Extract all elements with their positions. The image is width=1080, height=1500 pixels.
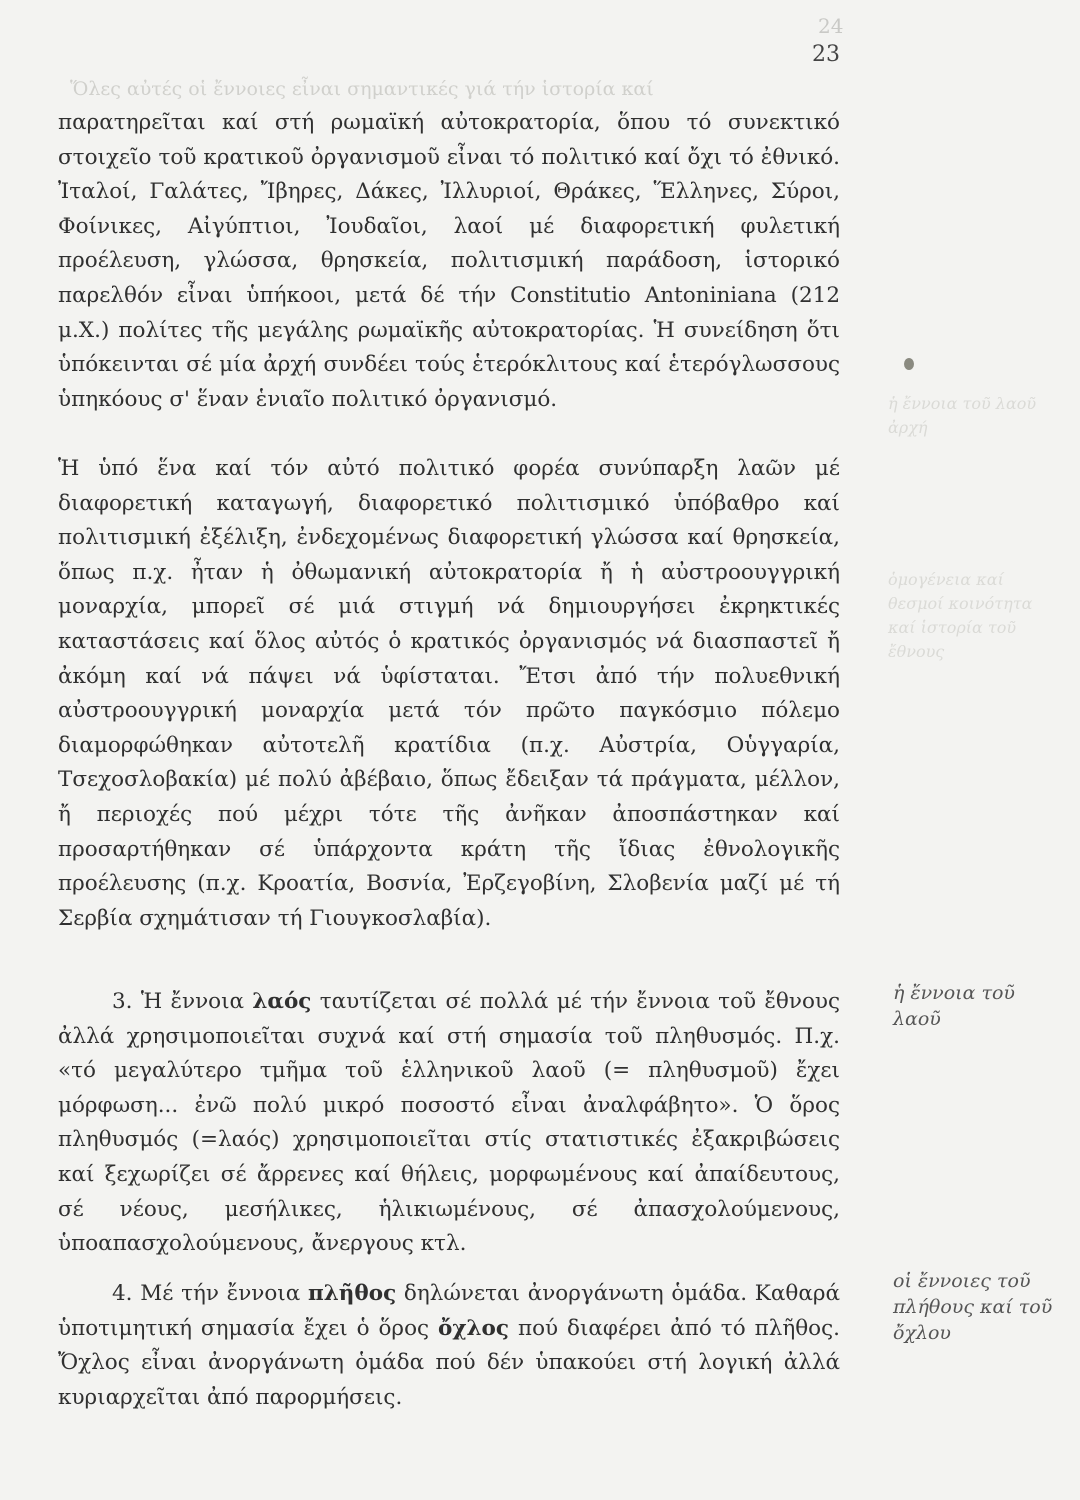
term-plithos: πλῆθος <box>307 1281 397 1306</box>
ghost-page-number: 24 <box>818 14 844 38</box>
paragraph-concept-plithos <box>58 1277 840 1415</box>
faint-margin-note: ὁμογένεια καί θεσμοί κοινότητα καί ἱστορία τοῦ ἔθνους <box>888 570 1033 661</box>
paragraph-body: ταυτίζεται σέ πολλά μέ τήν ἔννοια τοῦ ἔθνους ἀλλά χρησιμοποιεῖται συχνά καί στή σημασία τοῦ πληθυσμός. Π.χ. «τό μεγαλύτερο τμῆμα τοῦ ἑλληνικοῦ λαοῦ (= πληθυσμοῦ) ἔχει μόρφωση... ἐνῶ πολύ μικρό ποσοστό εἶναι ἀναλφάβητο». Ὁ ὅρος πληθυσμός (=λαός) χρησιμοποιεῖται στίς στατιστικές ἐξακριβώσεις καί ξεχωρίζει σέ ἄρρενες καί θήλεις, μορφωμένους καί ἀπαίδευτους, σέ νέους, μεσήλικες, ἡλικιωμένους, σέ ἀπασχολούμενους, ὑποαπασχολούμενους, ἄνεργους κτλ. <box>58 989 840 1257</box>
term-laos: λαός <box>252 989 312 1014</box>
paragraph-text <box>58 1277 840 1415</box>
section-lead: 4. Μέ τήν ἔννοια <box>112 1281 308 1306</box>
paragraph-body-end: πού διαφέρει ἀπό τό πλῆθος. Ὄχλος εἶναι ἀνοργάνωτη ὁμάδα πού δέν ὑπακούει στή λογική ἀλλά κυριαρχεῖται ἀπό παρορμήσεις. <box>58 1315 840 1410</box>
margin-note-laos: ἡ ἔννοια τοῦ λαοῦ <box>893 982 1015 1030</box>
bleed-through-text: Ὅλες αὐτές οἱ ἔννοιες εἶναι σημαντικές γιά τήν ἱστορία καί <box>70 78 654 100</box>
term-ochlos: ὄχλος <box>438 1315 509 1341</box>
page-number: 23 <box>812 42 840 67</box>
paragraph-text <box>58 985 840 1262</box>
margin-mark-icon <box>904 358 914 370</box>
section-lead: 3. Ἡ ἔννοια <box>112 989 253 1014</box>
paragraph-concept-laos <box>58 985 840 1262</box>
paragraph-text: παρατηρεῖται καί στή ρωμαϊκή αὐτοκρατορία, ὅπου τό συνεκτικό στοιχεῖο τοῦ κρατικοῦ ὀργανισμοῦ εἶναι τό πολιτικό καί ὄχι τό ἐθνικό. Ἰταλοί, Γαλάτες, Ἴβηρες, Δάκες, Ἰλλυριοί, Θράκες, Ἕλληνες, Σύροι, Φοίνικες, Αἰγύπτιοι, Ἰουδαῖοι, λαοί μέ διαφορετική φυλετική προέλευση, γλώσσα, θρησκεία, πολιτισμική παράδοση, ἱστορικό παρελθόν εἶναι ὑπήκοοι, μετά δέ τήν Constitutio Antoniniana (212 μ.Χ.) πολίτες τῆς μεγάλης ρωμαϊκῆς αὐτοκρατορίας. Ἡ συνείδηση ὅτι ὑπόκεινται σέ μία ἀρχή συνδέει τούς ἑτερόκλιτους καί ἑτερόγλωσσους ὑπηκόους σ' ἕναν ἑνιαῖο πολιτικό ὀργανισμό. <box>58 110 840 412</box>
faint-margin-note: ἡ ἔννοια τοῦ λαοῦ ἀρχή <box>888 394 1037 437</box>
margin-note-plithos: οἱ ἔννοιες τοῦ πλήθους καί τοῦ ὄχλου <box>893 1270 1053 1344</box>
paragraph-roman-empire <box>58 106 840 417</box>
paragraph-text: Ἡ ὑπό ἕνα καί τόν αὐτό πολιτικό φορέα συνύπαρξη λαῶν μέ διαφορετική καταγωγή, διαφορετικό πολιτισμικό ὑπόβαθρο καί πολιτισμική ἐξέλιξη, ἐνδεχομένως διαφορετική γλώσσα καί θρησκεία, ὅπως π.χ. ἦταν ἡ ὀθωμανική αὐτοκρατορία ἤ ἡ αὐστροουγγρική μοναρχία, μπορεῖ σέ μιά στιγμή νά δημιουργήσει ἐκρηκτικές καταστάσεις καί ὅλος αὐτός ὁ κρατικός ὀργανισμός νά διασπαστεῖ ἤ ἀκόμη καί νά πάψει νά ὑφίσταται. Ἔτσι ἀπό τήν πολυεθνική αὐστροουγγρική μοναρχία μετά τόν πρῶτο παγκόσμιο πόλεμο διαμορφώθηκαν αὐτοτελῆ κρατίδια (π.χ. Αὐστρία, Οὑγγαρία, Τσεχοσλοβακία) μέ πολύ ἀβέβαιο, ὅπως ἔδειξαν τά πράγματα, μέλλον, ἤ περιοχές πού μέχρι τότε τῆς ἀνῆκαν ἀποσπάστηκαν καί προσαρτήθηκαν σέ ὑπάρχοντα κράτη τῆς ἴδιας ἐθνολογικῆς προέλευσης (π.χ. Κροατία, Βοσνία, Ἐρζεγοβίνη, Σλοβενία μαζί μέ τή Σερβία σχημάτισαν τή Γιουγκοσλαβία). <box>58 456 840 931</box>
paragraph-body: δηλώνεται ἀνοργάνωτη ὁμάδα. Καθαρά ὑποτιμητική σημασία ἔχει ὁ ὅρος <box>58 1281 840 1341</box>
paragraph-multiethnic-states <box>58 452 840 936</box>
